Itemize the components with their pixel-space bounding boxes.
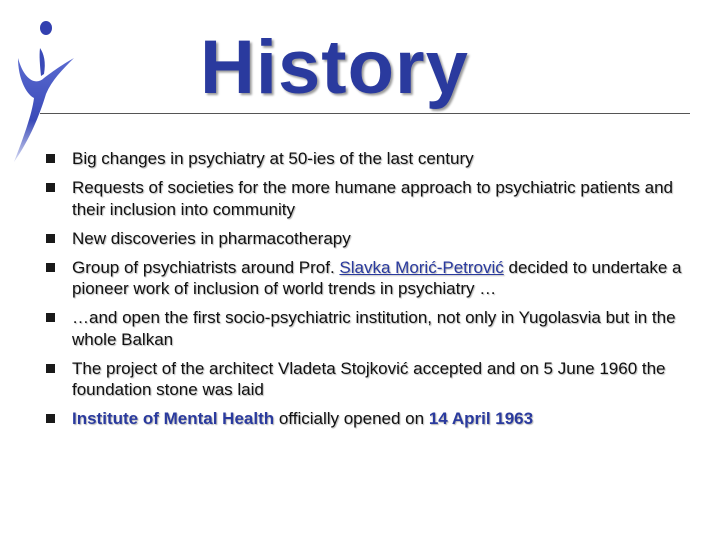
square-bullet-icon [46, 313, 55, 322]
square-bullet-icon [46, 364, 55, 373]
bullet-text: The project of the architect Vladeta Stojković accepted and on 5 June 1960 the foundation stone was laid [72, 358, 666, 399]
square-bullet-icon [46, 154, 55, 163]
bullet-item [72, 307, 692, 350]
figure-logo-icon [4, 14, 84, 164]
bullet-list [72, 148, 692, 437]
institute-name: Institute of Mental Health [72, 409, 275, 428]
bullet-item [72, 177, 692, 220]
bullet-item [72, 148, 692, 170]
professor-name: Slavka Morić-Petrović [339, 257, 504, 277]
bullet-text-middle: officially opened on [274, 409, 429, 428]
bullet-text-before: Group of psychiatrists around Prof. [72, 257, 340, 277]
square-bullet-icon [46, 263, 55, 272]
bullet-item [72, 408, 692, 430]
slide-title: History [200, 25, 469, 110]
title-divider [40, 113, 690, 114]
square-bullet-icon [46, 183, 55, 192]
bullet-text: …and open the first socio-psychiatric institution, not only in Yugolasvia but in the whole Balkan [72, 308, 676, 349]
bullet-item [72, 257, 692, 300]
square-bullet-icon [46, 234, 55, 243]
bullet-text: Big changes in psychiatry at 50-ies of the last century [72, 149, 474, 168]
square-bullet-icon [46, 414, 55, 423]
bullet-item [72, 358, 692, 401]
opening-date: 14 April 1963 [428, 409, 534, 428]
bullet-text-after: decided to undertake a pioneer work of inclusion of world trends in psychiatry … [72, 257, 682, 298]
bullet-item [72, 228, 692, 250]
bullet-text: Requests of societies for the more humane approach to psychiatric patients and their inclusion into community [72, 178, 674, 219]
bullet-text: New discoveries in pharmacotherapy [72, 228, 351, 248]
